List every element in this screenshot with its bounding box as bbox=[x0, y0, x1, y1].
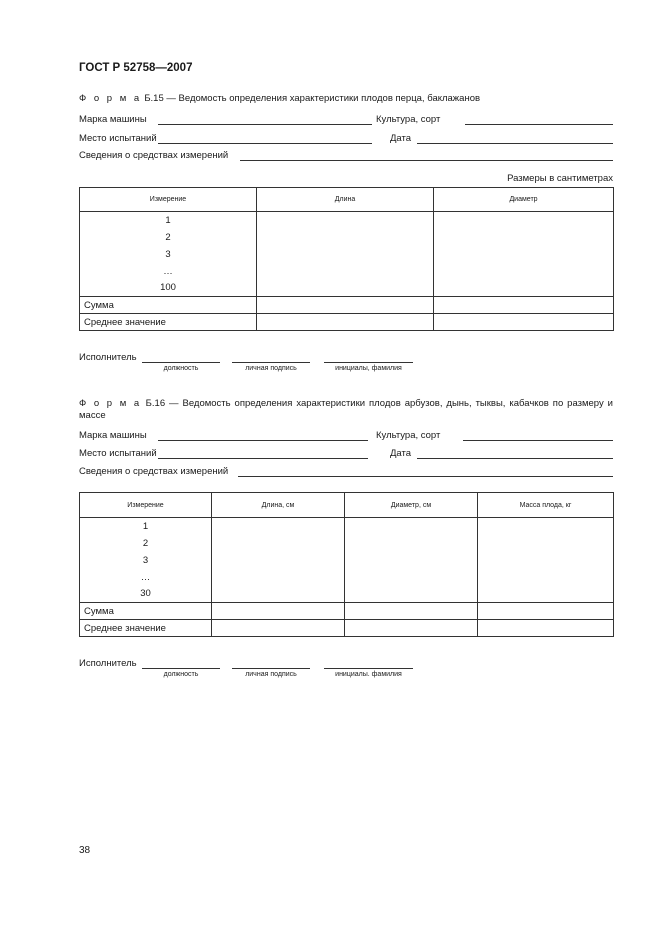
sum-length-cell[interactable] bbox=[257, 297, 434, 314]
instruments-field[interactable] bbox=[240, 160, 613, 161]
column-header: Длина bbox=[257, 188, 434, 212]
instruments-label: Сведения о средствах измерений bbox=[79, 466, 229, 477]
average-label: Среднее значение bbox=[80, 314, 257, 331]
sum-mass-cell[interactable] bbox=[478, 603, 614, 620]
measurement-index: 1 bbox=[142, 521, 149, 532]
measurement-index: 100 bbox=[160, 282, 176, 293]
avg-length-cell[interactable] bbox=[257, 314, 434, 331]
form-b16-heading bbox=[79, 398, 613, 421]
avg-diameter-cell[interactable] bbox=[434, 314, 614, 331]
length-values-cell[interactable] bbox=[212, 518, 345, 603]
executor-label: Исполнитель bbox=[79, 658, 137, 669]
measurement-rows bbox=[80, 212, 614, 297]
executor-label: Исполнитель bbox=[79, 352, 137, 363]
form-b16-title-cont: массе bbox=[79, 410, 106, 421]
name-field[interactable] bbox=[324, 668, 413, 669]
place-field[interactable] bbox=[158, 458, 368, 459]
measurement-table-b16 bbox=[79, 492, 614, 637]
name-caption: инициалы, фамилия bbox=[335, 365, 402, 372]
position-field[interactable] bbox=[142, 668, 220, 669]
avg-diameter-cell[interactable] bbox=[345, 620, 478, 637]
document-id: ГОСТ Р 52758—2007 bbox=[79, 62, 193, 74]
diameter-values-cell[interactable] bbox=[434, 212, 614, 297]
form-word: Ф о р м а bbox=[79, 398, 142, 409]
column-header: Длина, см bbox=[212, 493, 345, 518]
column-header: Диаметр bbox=[434, 188, 614, 212]
form-word: Ф о р м а bbox=[79, 93, 142, 104]
sum-row bbox=[80, 603, 614, 620]
measurement-index: 3 bbox=[142, 555, 149, 566]
measurement-index: 3 bbox=[165, 249, 171, 260]
name-caption: инициалы. фамилия bbox=[335, 671, 402, 678]
sum-diameter-cell[interactable] bbox=[345, 603, 478, 620]
measurement-index: … bbox=[163, 266, 173, 277]
date-label: Дата bbox=[390, 448, 412, 459]
measurement-index: 30 bbox=[140, 588, 151, 599]
signature-caption: личная подпись bbox=[245, 671, 297, 678]
column-header: Масса плода, кг bbox=[478, 493, 614, 518]
measurement-index: 2 bbox=[142, 538, 149, 549]
units-note: Размеры в сантиметрах bbox=[507, 173, 613, 184]
column-header: Измерение bbox=[80, 188, 257, 212]
column-header: Диаметр, см bbox=[345, 493, 478, 518]
measurement-index-cell bbox=[80, 518, 212, 603]
machine-label: Марка машины bbox=[79, 114, 147, 125]
measurement-index: 1 bbox=[165, 215, 171, 226]
sum-row bbox=[80, 297, 614, 314]
instruments-label: Сведения о средствах измерений bbox=[79, 150, 229, 161]
form-b15-heading bbox=[79, 93, 480, 104]
crop-label: Культура, сорт bbox=[376, 430, 441, 441]
form-b16-title: Б.16 — Ведомость определения характеристики плодов арбузов, дынь, тыквы, кабачков по размеру и bbox=[145, 398, 613, 409]
avg-length-cell[interactable] bbox=[212, 620, 345, 637]
average-label: Среднее значение bbox=[80, 620, 212, 637]
length-values-cell[interactable] bbox=[257, 212, 434, 297]
machine-field[interactable] bbox=[158, 440, 368, 441]
crop-label: Культура, сорт bbox=[376, 114, 441, 125]
diameter-values-cell[interactable] bbox=[345, 518, 478, 603]
table-header-row bbox=[80, 493, 614, 518]
sum-length-cell[interactable] bbox=[212, 603, 345, 620]
position-caption: должность bbox=[163, 671, 199, 678]
date-field[interactable] bbox=[417, 143, 613, 144]
signature-field[interactable] bbox=[232, 362, 310, 363]
signature-field[interactable] bbox=[232, 668, 310, 669]
signature-caption: личная подпись bbox=[245, 365, 297, 372]
sum-label: Сумма bbox=[80, 603, 212, 620]
date-label: Дата bbox=[390, 133, 412, 144]
measurement-index: 2 bbox=[165, 232, 171, 243]
measurement-index: … bbox=[140, 572, 151, 583]
name-field[interactable] bbox=[324, 362, 413, 363]
machine-label: Марка машины bbox=[79, 430, 147, 441]
date-field[interactable] bbox=[417, 458, 613, 459]
page-number: 38 bbox=[79, 845, 91, 856]
place-field[interactable] bbox=[158, 143, 372, 144]
instruments-field[interactable] bbox=[238, 476, 613, 477]
form-b15-title: Б.15 — Ведомость определения характеристики плодов перца, баклажанов bbox=[144, 93, 481, 104]
average-row bbox=[80, 314, 614, 331]
place-label: Место испытаний bbox=[79, 448, 157, 459]
sum-diameter-cell[interactable] bbox=[434, 297, 614, 314]
sum-label: Сумма bbox=[80, 297, 257, 314]
column-header: Измерение bbox=[80, 493, 212, 518]
position-caption: должность bbox=[163, 365, 199, 372]
place-label: Место испытаний bbox=[79, 133, 157, 144]
position-field[interactable] bbox=[142, 362, 220, 363]
mass-values-cell[interactable] bbox=[478, 518, 614, 603]
measurement-rows bbox=[80, 518, 614, 603]
avg-mass-cell[interactable] bbox=[478, 620, 614, 637]
average-row bbox=[80, 620, 614, 637]
crop-field[interactable] bbox=[465, 124, 613, 125]
machine-field[interactable] bbox=[158, 124, 372, 125]
measurement-table-b15 bbox=[79, 187, 614, 331]
table-header-row bbox=[80, 188, 614, 212]
crop-field[interactable] bbox=[463, 440, 613, 441]
measurement-index-cell bbox=[80, 212, 257, 297]
